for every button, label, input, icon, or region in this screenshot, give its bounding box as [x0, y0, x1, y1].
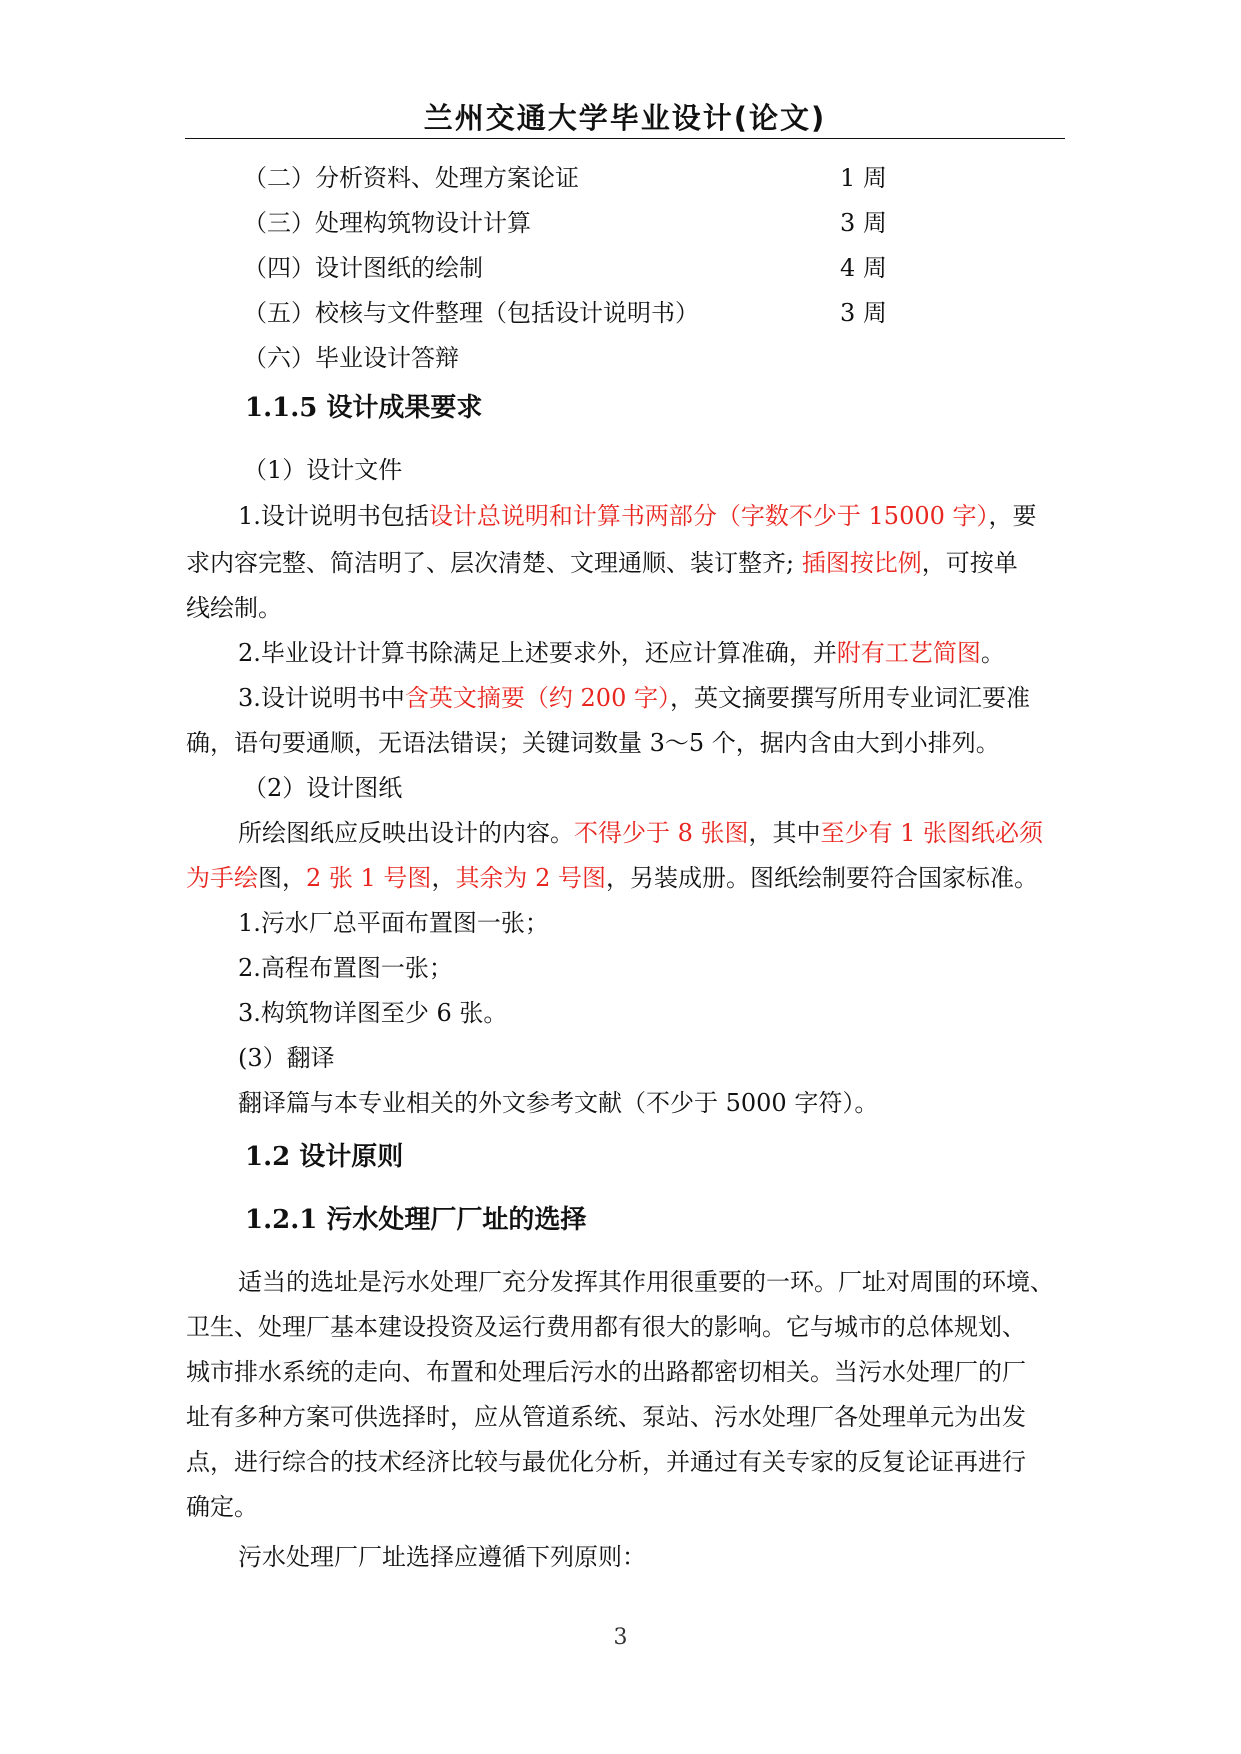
paragraph-4-line-1: 所绘图纸应反映出设计的内容。不得少于 8 张图，其中至少有 1 张图纸必须	[238, 819, 1044, 847]
section-heading-1-2-1: 1.2.1 污水处理厂厂址的选择	[245, 1205, 587, 1235]
drawing-list-item-1: 1.污水厂总平面布置图一张；	[238, 909, 549, 937]
site-paragraph-line-6: 确定。	[186, 1493, 258, 1521]
subheading-design-files: （1）设计文件	[243, 456, 403, 484]
schedule-item-2: （二）分析资料、处理方案论证	[243, 164, 579, 192]
principles-intro: 污水处理厂厂址选择应遵循下列原则：	[238, 1543, 646, 1571]
paragraph-1-line-1: 1.设计说明书包括设计总说明和计算书两部分（字数不少于 15000 字），要	[238, 502, 1037, 530]
page-header-title: 兰州交通大学毕业设计(论文)	[423, 101, 827, 135]
drawing-list-item-2: 2.高程布置图一张；	[238, 954, 453, 982]
site-paragraph-line-1: 适当的选址是污水处理厂充分发挥其作用很重要的一环。厂址对周围的环境、	[238, 1268, 1054, 1296]
section-heading-1-2: 1.2 设计原则	[245, 1142, 404, 1172]
paragraph-2: 2.毕业设计计算书除满足上述要求外，还应计算准确，并附有工艺简图。	[238, 639, 1005, 667]
drawing-list-item-3: 3.构筑物详图至少 6 张。	[238, 999, 508, 1027]
schedule-weeks-3: 3 周	[840, 209, 887, 237]
schedule-weeks-5: 3 周	[840, 299, 887, 327]
site-paragraph-line-5: 点，进行综合的技术经济比较与最优化分析，并通过有关专家的反复论证再进行	[186, 1448, 1026, 1476]
paragraph-translation: 翻译篇与本专业相关的外文参考文献（不少于 5000 字符）。	[238, 1089, 879, 1117]
page-number: 3	[613, 1625, 628, 1650]
site-paragraph-line-3: 城市排水系统的走向、布置和处理后污水的出路都密切相关。当污水处理厂的厂	[186, 1358, 1026, 1386]
site-paragraph-line-4: 址有多种方案可供选择时，应从管道系统、泵站、污水处理厂各处理单元为出发	[186, 1403, 1026, 1431]
paragraph-1-line-2: 求内容完整、简洁明了、层次清楚、文理通顺、装订整齐; 插图按比例，可按单	[186, 549, 1018, 577]
subheading-translation: (3）翻译	[238, 1044, 335, 1072]
paragraph-3-line-1: 3.设计说明书中含英文摘要（约 200 字），英文摘要撰写所用专业词汇要准	[238, 684, 1030, 712]
schedule-item-5: （五）校核与文件整理（包括设计说明书）	[243, 299, 699, 327]
schedule-weeks-2: 1 周	[840, 164, 887, 192]
paragraph-1-line-3: 线绘制。	[186, 594, 282, 622]
paragraph-4-line-2: 为手绘图，2 张 1 号图，其余为 2 号图，另装成册。图纸绘制要符合国家标准。	[186, 864, 1038, 892]
section-heading-1-1-5: 1.1.5 设计成果要求	[245, 393, 483, 423]
subheading-design-drawings: （2）设计图纸	[243, 774, 403, 802]
schedule-item-6: （六）毕业设计答辩	[243, 344, 459, 372]
site-paragraph-line-2: 卫生、处理厂基本建设投资及运行费用都有很大的影响。它与城市的总体规划、	[186, 1313, 1026, 1341]
paragraph-3-line-2: 确，语句要通顺，无语法错误；关键词数量 3～5 个，据内含由大到小排列。	[186, 729, 1000, 757]
schedule-item-3: （三）处理构筑物设计计算	[243, 209, 531, 237]
schedule-weeks-4: 4 周	[840, 254, 887, 282]
schedule-item-4: （四）设计图纸的绘制	[243, 254, 483, 282]
header-divider	[185, 138, 1065, 139]
